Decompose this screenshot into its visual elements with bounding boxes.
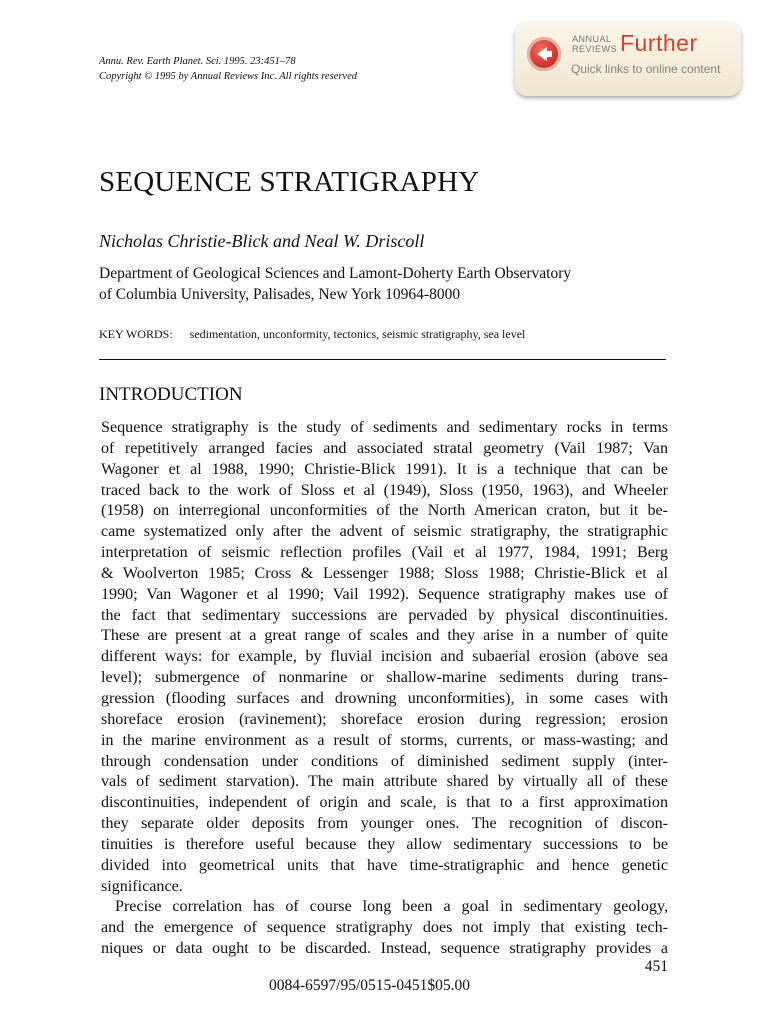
copyright-line: Copyright © 1995 by Annual Reviews Inc. All rights reserved xyxy=(99,71,357,82)
body-line: tinuities is therefore useful because they allow sedimentary successions to be xyxy=(101,835,668,853)
body-line: niques or data ought to be discarded. Instead, sequence stratigraphy provides a xyxy=(101,940,668,958)
article-code: 0084-6597/95/0515-0451$05.00 xyxy=(269,977,471,994)
body-line: significance. xyxy=(101,877,183,895)
keywords-row xyxy=(99,327,525,342)
body-line: traced back to the work of Sloss et al (1949), Sloss (1950, 1963), and Wheeler xyxy=(101,481,668,499)
divider-rule xyxy=(99,359,666,360)
body-line: interpretation of seismic reflection profiles (Vail et al 1977, 1984, 1991; Berg xyxy=(101,544,668,562)
keywords-list: sedimentation, unconformity, tectonics, seismic stratigraphy, sea level xyxy=(189,327,526,341)
keywords-label: KEY WORDS: xyxy=(99,327,173,341)
body-line: Wagoner et al 1988, 1990; Christie-Blick 1991). It is a technique that can be xyxy=(101,460,668,478)
body-line: Precise correlation has of course long been a goal in sedimentary geology, xyxy=(115,898,668,916)
body-line: Sequence stratigraphy is the study of sediments and sedimentary rocks in terms xyxy=(101,419,668,436)
back-arrow-icon xyxy=(527,37,561,71)
affiliation xyxy=(99,263,571,305)
body-line: different ways: for example, by fluvial incision and subaerial erosion (above sea xyxy=(101,648,668,666)
affiliation-line: Department of Geological Sciences and Lamont-Doherty Earth Observatory xyxy=(99,265,572,282)
body-line: (1958) on interregional unconformities of the North American craton, but it be- xyxy=(101,502,668,520)
body-line: came systematized only after the advent of seismic stratigraphy, the stratigraphic xyxy=(101,523,668,541)
affiliation-line: of Columbia University, Palisades, New York 10964-8000 xyxy=(99,286,461,303)
body-text xyxy=(101,418,668,960)
body-line: through condensation under conditions of diminished sediment supply (inter- xyxy=(101,752,668,770)
body-line: & Woolverton 1985; Cross & Lessenger 1988; Sloss 1988; Christie-Blick et al xyxy=(101,564,668,582)
article-title: SEQUENCE STRATIGRAPHY xyxy=(99,166,480,198)
journal-citation: Annu. Rev. Earth Planet. Sci. 1995. 23:451–78 xyxy=(99,56,296,67)
article-authors: Nicholas Christie-Blick and Neal W. Driscoll xyxy=(99,231,425,251)
body-line: in the marine environment as a result of storms, currents, or mass-wasting; and xyxy=(101,731,668,749)
body-line: level); submergence of nonmarine or shallow-marine sediments during trans- xyxy=(101,669,668,687)
citation-block xyxy=(99,54,357,84)
body-line: and the emergence of sequence stratigraphy does not imply that existing tech- xyxy=(101,919,668,937)
body-line: 1990; Van Wagoner et al 1990; Vail 1992). Sequence stratigraphy makes use of xyxy=(101,585,668,603)
annual-label: ANNUAL xyxy=(572,34,612,44)
further-title: Further xyxy=(620,30,698,56)
section-heading: INTRODUCTION xyxy=(99,384,243,405)
body-line: shoreface erosion (ravinement); shoreface erosion during regression; erosion xyxy=(101,710,668,728)
body-line: discontinuities, independent of origin and scale, is that to a first approximation xyxy=(101,794,668,812)
body-line: they separate older deposits from younger ones. The recognition of discon- xyxy=(101,815,668,833)
page-number: 451 xyxy=(644,958,668,975)
further-badge[interactable] xyxy=(515,22,741,96)
body-line: vals of sediment starvation). The main attribute shared by virtually all of these xyxy=(101,773,668,791)
body-line: These are present at a great range of scales and they arise in a number of quite xyxy=(101,627,668,645)
body-line: of repetitively arranged facies and associated stratal geometry (Vail 1987; Van xyxy=(101,439,668,457)
body-line: the fact that sedimentary successions are pervaded by physical discontinuities. xyxy=(101,606,668,624)
reviews-label: REVIEWS xyxy=(572,44,618,54)
body-line: divided into geometrical units that have time-stratigraphic and hence genetic xyxy=(101,856,668,874)
further-subtitle: Quick links to online content xyxy=(571,62,721,76)
body-line: gression (flooding surfaces and drowning unconformities), in some cases with xyxy=(101,689,668,707)
